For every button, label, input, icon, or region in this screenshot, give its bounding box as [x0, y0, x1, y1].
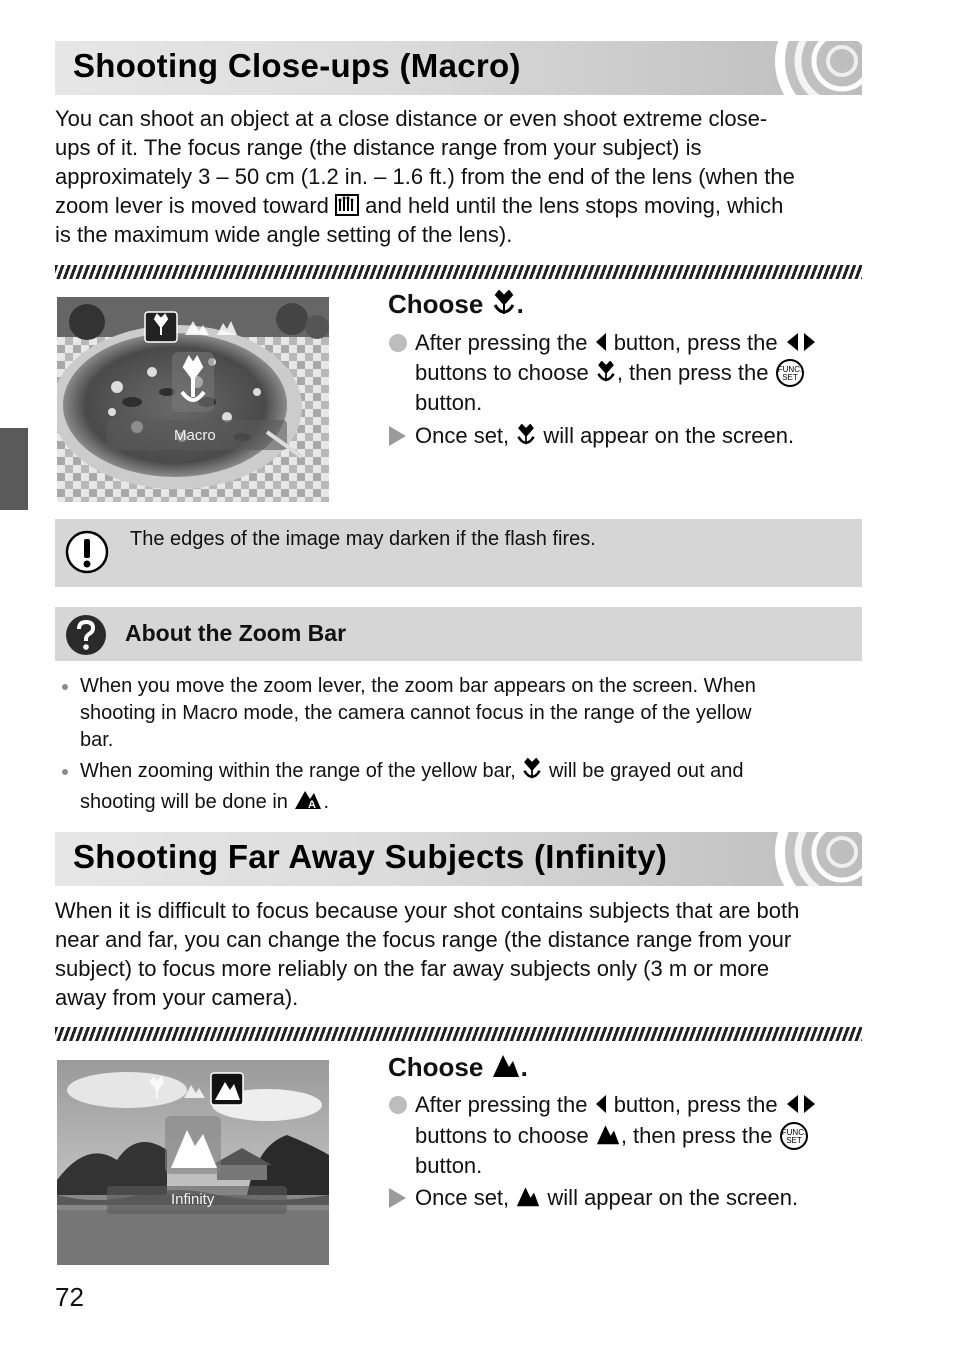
swirl-decoration-icon: [742, 832, 862, 886]
step-text: After pressing the: [415, 1092, 588, 1117]
macro-intro: [55, 104, 865, 249]
macro-icon: [515, 424, 537, 446]
func-label: FUNC.: [777, 365, 802, 374]
macro-intro-line: ups of it. The focus range (the distance range from your subject) is: [55, 135, 702, 160]
step-text: Once set,: [415, 1185, 510, 1210]
tip-bullet-1: [80, 673, 860, 754]
tip-header-box: [55, 607, 862, 661]
step-divider: [55, 1027, 862, 1041]
caution-icon: [65, 530, 109, 574]
tip-bullet-2: [80, 758, 860, 816]
infinity-step-line3: button.: [415, 1153, 483, 1178]
tip-text-line: bar.: [80, 729, 114, 751]
macro-section-title: Shooting Close-ups (Macro): [73, 47, 521, 84]
infinity-icon: [491, 1051, 521, 1079]
wide-angle-icon: [335, 194, 359, 216]
func-label: FUNC.: [781, 1128, 806, 1137]
side-chapter-tab: [0, 428, 28, 510]
func-set-button-icon: [775, 358, 805, 388]
page-number: 72: [55, 1282, 84, 1312]
auto-focus-icon: [293, 785, 323, 811]
caution-box: [55, 519, 862, 587]
infinity-intro-line: near and far, you can change the focus range (the distance range from your: [55, 927, 792, 952]
question-icon: [65, 614, 107, 656]
infinity-intro-line: When it is difficult to focus because your shot contains subjects that are both: [55, 898, 800, 923]
choose-label: Choose: [388, 289, 484, 319]
left-arrow-button-icon: [594, 331, 608, 353]
macro-title-bar: [55, 41, 862, 95]
macro-intro-line: is the maximum wide angle setting of the lens).: [55, 222, 513, 247]
macro-screen-photo: [57, 297, 329, 502]
step-bullet-dot: [389, 334, 407, 352]
left-arrow-button-icon: [594, 1093, 608, 1115]
macro-intro-line: [55, 191, 865, 220]
choose-label: Choose: [388, 1052, 484, 1082]
step-bullet-dot: [389, 1096, 407, 1114]
infinity-step-heading: Choose .: [388, 1052, 528, 1082]
step-text: button, press the: [613, 1092, 778, 1117]
step-text: button, press the: [613, 330, 778, 355]
left-right-arrow-buttons-icon: [784, 331, 818, 353]
set-label: SET: [781, 373, 798, 382]
macro-icon: [595, 361, 617, 383]
step-text: , then press the: [620, 1123, 773, 1148]
infinity-screen-photo: [57, 1060, 329, 1265]
infinity-step-result: [415, 1183, 865, 1213]
infinity-intro-line: away from your camera).: [55, 985, 299, 1010]
step-text: After pressing the: [415, 330, 588, 355]
caution-text: The edges of the image may darken if the flash fires.: [130, 528, 596, 550]
tip-text-line: [80, 785, 860, 816]
macro-icon: [521, 758, 543, 780]
tip-text-line: [80, 758, 860, 785]
infinity-icon: [595, 1122, 621, 1146]
tip-bullet-dot: [62, 769, 68, 775]
macro-step-line1: [415, 328, 865, 358]
tip-text: will be grayed out and: [548, 760, 744, 782]
macro-step-line3: button.: [415, 390, 483, 415]
landscape-photo-image: [57, 1060, 329, 1265]
result-arrow-icon: [389, 426, 406, 446]
step-divider: [55, 265, 862, 279]
svg-text:A: A: [308, 799, 317, 811]
infinity-photo-label: Infinity: [171, 1191, 215, 1208]
infinity-intro: [55, 896, 865, 1012]
tip-heading: About the Zoom Bar: [125, 620, 347, 646]
left-right-arrow-buttons-icon: [784, 1093, 818, 1115]
macro-intro-line: approximately 3 – 50 cm (1.2 in. – 1.6 ft.) from the end of the lens (when the: [55, 164, 795, 189]
infinity-section-title: Shooting Far Away Subjects (Infinity): [73, 838, 668, 875]
tip-text-line: shooting in Macro mode, the camera cannot focus in the range of the yellow: [80, 702, 752, 724]
macro-intro-line: You can shoot an object at a close distance or even shoot extreme close-: [55, 106, 768, 131]
macro-step-heading: Choose .: [388, 289, 524, 319]
tip-text: When zooming within the range of the yellow bar,: [80, 760, 516, 782]
infinity-step-line2: [415, 1121, 865, 1151]
macro-intro-text: and held until the lens stops moving, which: [365, 193, 784, 218]
tip-text-line: When you move the zoom lever, the zoom bar appears on the screen. When: [80, 675, 756, 697]
infinity-intro-line: subject) to focus more reliably on the far away subjects only (3 m or more: [55, 956, 770, 981]
macro-intro-text: zoom lever is moved toward: [55, 193, 329, 218]
macro-icon: [491, 290, 517, 316]
infinity-title-bar: [55, 832, 862, 886]
macro-step-result: [415, 421, 865, 451]
step-text: , then press the: [616, 360, 769, 385]
macro-photo-label: Macro: [174, 427, 216, 444]
step-text: will appear on the screen.: [547, 1185, 799, 1210]
pizza-photo-image: [57, 297, 329, 502]
infinity-icon: [515, 1184, 541, 1208]
infinity-step-line1: [415, 1090, 865, 1120]
tip-text: shooting will be done in: [80, 791, 288, 813]
macro-step-line2: [415, 358, 865, 388]
func-set-button-icon: [779, 1121, 809, 1151]
step-text: will appear on the screen.: [543, 423, 795, 448]
tip-text: .: [323, 791, 330, 813]
swirl-decoration-icon: [742, 41, 862, 95]
step-text: Once set,: [415, 423, 510, 448]
step-text: buttons to choose: [415, 360, 589, 385]
step-text: buttons to choose: [415, 1123, 589, 1148]
result-arrow-icon: [389, 1188, 406, 1208]
tip-bullet-dot: [62, 684, 68, 690]
set-label: SET: [785, 1136, 802, 1145]
